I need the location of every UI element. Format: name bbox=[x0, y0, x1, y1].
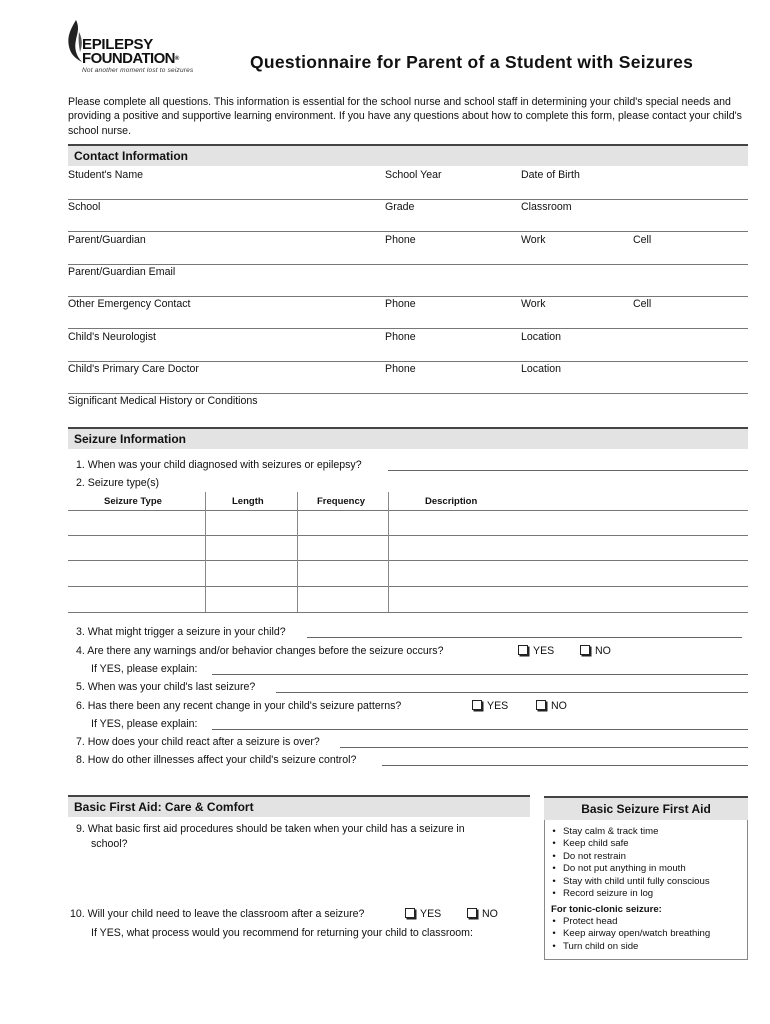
contact-field-label: Parent/Guardian Email bbox=[68, 266, 176, 278]
first-aid-item-text: Stay with child until fully conscious bbox=[563, 875, 710, 887]
first-aid-item bbox=[545, 863, 710, 875]
first-aid-item-text: Do not put anything in mouth bbox=[563, 863, 686, 875]
contact-field-label: Phone bbox=[385, 363, 416, 375]
contact-field-label: Date of Birth bbox=[521, 169, 580, 181]
contact-field-label: Location bbox=[521, 331, 562, 343]
q10-no-option[interactable]: NO bbox=[467, 908, 498, 921]
first-aid-item bbox=[545, 838, 710, 850]
first-aid-item-text: Do not restrain bbox=[563, 850, 626, 862]
first-aid-box-title: Basic Seizure First Aid bbox=[581, 802, 711, 816]
table-header-description: Description bbox=[425, 496, 478, 507]
question-5: 5. When was your child's last seizure? bbox=[76, 681, 256, 693]
q4-explain-field[interactable] bbox=[212, 664, 748, 675]
checkbox[interactable] bbox=[472, 700, 482, 710]
epilepsy-foundation-logo bbox=[66, 18, 216, 76]
care-section-title: Basic First Aid: Care & Comfort bbox=[74, 800, 254, 814]
first-aid-item-text: Turn child on side bbox=[563, 940, 639, 952]
bullet-icon: • bbox=[552, 940, 556, 952]
q10-yes-option[interactable]: YES bbox=[405, 908, 441, 921]
contact-field-line[interactable] bbox=[68, 328, 748, 329]
contact-field-label: Child's Primary Care Doctor bbox=[68, 363, 199, 375]
q6-no-option[interactable]: NO bbox=[536, 700, 567, 713]
table-row-rule[interactable] bbox=[68, 560, 748, 561]
contact-field-label: School bbox=[68, 201, 101, 213]
q6-yes-option[interactable]: YES bbox=[472, 700, 508, 713]
first-aid-item-text: Protect head bbox=[563, 916, 618, 927]
table-column-divider bbox=[205, 492, 206, 612]
answer-7-field[interactable] bbox=[340, 737, 748, 748]
contact-field-label: Phone bbox=[385, 234, 416, 246]
contact-field-line[interactable] bbox=[68, 231, 748, 232]
table-header-length: Length bbox=[232, 496, 264, 507]
question-9-cont: school? bbox=[91, 838, 128, 850]
question-6: 6. Has there been any recent change in your child's seizure patterns? bbox=[76, 700, 402, 712]
checkbox[interactable] bbox=[405, 908, 415, 918]
first-aid-item-text: Stay calm & track time bbox=[563, 826, 659, 837]
bullet-icon: • bbox=[552, 916, 556, 927]
contact-field-line[interactable] bbox=[68, 264, 748, 265]
contact-field-label: Work bbox=[521, 298, 546, 310]
contact-field-label: Work bbox=[521, 234, 546, 246]
table-row-rule[interactable] bbox=[68, 535, 748, 536]
q6-explain-field[interactable] bbox=[212, 719, 748, 730]
contact-field-label: Student's Name bbox=[68, 169, 144, 181]
first-aid-item bbox=[545, 876, 710, 888]
answer-8-field[interactable] bbox=[382, 755, 748, 766]
checkbox[interactable] bbox=[518, 645, 528, 655]
q10-explain-label: If YES, what process would you recommend for returning your child to classroom: bbox=[91, 927, 473, 939]
contact-field-label: Significant Medical History or Conditions bbox=[68, 395, 258, 407]
seizure-section-header bbox=[68, 427, 748, 449]
contact-field-line[interactable] bbox=[68, 199, 748, 200]
answer-1-field[interactable] bbox=[388, 460, 748, 471]
table-column-divider bbox=[388, 492, 389, 612]
table-row-rule[interactable] bbox=[68, 586, 748, 587]
question-7: 7. How does your child react after a seizure is over? bbox=[76, 736, 320, 748]
table-column-divider bbox=[297, 492, 298, 612]
first-aid-item-text: Record seizure in log bbox=[563, 888, 654, 900]
contact-field-label: Parent/Guardian bbox=[68, 234, 146, 246]
intro-paragraph: Please complete all questions. This information is essential for the school nurse and school staff in determining your child's special needs and providing a positive and supportive learning environment. If you have any questions about how to complete this form, please contact your child's school nurse. bbox=[68, 96, 742, 137]
contact-section-header bbox=[68, 144, 748, 166]
q6-explain-label: If YES, please explain: bbox=[91, 718, 198, 730]
first-aid-item bbox=[545, 851, 710, 863]
contact-field-line[interactable] bbox=[68, 296, 748, 297]
contact-field-label: Phone bbox=[385, 298, 416, 310]
question-9: 9. What basic first aid procedures should be taken when your child has a seizure in bbox=[76, 823, 465, 835]
bullet-icon: • bbox=[552, 863, 556, 875]
logo-line-2: FOUNDATION® bbox=[82, 50, 179, 67]
contact-field-label: Grade bbox=[385, 201, 415, 213]
question-8: 8. How do other illnesses affect your child's seizure control? bbox=[76, 754, 357, 766]
first-aid-list bbox=[545, 826, 710, 900]
question-3: 3. What might trigger a seizure in your child? bbox=[76, 626, 286, 638]
q4-yes-option[interactable]: YES bbox=[518, 645, 554, 658]
page-title: Questionnaire for Parent of a Student with Seizures bbox=[250, 52, 694, 72]
bullet-icon: • bbox=[552, 928, 556, 940]
logo-line-1: EPILEPSY bbox=[82, 36, 153, 53]
contact-field-line[interactable] bbox=[68, 361, 748, 362]
contact-field-label: Cell bbox=[633, 234, 652, 246]
question-2: 2. Seizure type(s) bbox=[76, 477, 160, 489]
checkbox[interactable] bbox=[536, 700, 546, 710]
logo-tagline: Not another moment lost to seizures bbox=[82, 67, 194, 74]
question-4: 4. Are there any warnings and/or behavior changes before the seizure occurs? bbox=[76, 645, 444, 657]
q4-no-option[interactable]: NO bbox=[580, 645, 611, 658]
first-aid-item-text: Keep child safe bbox=[563, 838, 629, 850]
first-aid-box bbox=[544, 820, 748, 960]
first-aid-item bbox=[545, 916, 710, 928]
answer-3-field[interactable] bbox=[307, 627, 742, 638]
table-header-frequency: Frequency bbox=[317, 496, 366, 507]
first-aid-box-header bbox=[544, 796, 748, 820]
tonic-clonic-list bbox=[545, 916, 710, 953]
bullet-icon: • bbox=[552, 838, 556, 850]
contact-field-label: Child's Neurologist bbox=[68, 331, 156, 343]
checkbox[interactable] bbox=[467, 908, 477, 918]
checkbox[interactable] bbox=[580, 645, 590, 655]
q4-explain-label: If YES, please explain: bbox=[91, 663, 198, 675]
first-aid-item bbox=[545, 888, 710, 900]
first-aid-item bbox=[545, 928, 710, 940]
tonic-clonic-heading: For tonic-clonic seizure: bbox=[551, 904, 662, 915]
contact-field-line[interactable] bbox=[68, 393, 748, 394]
first-aid-item-text: Keep airway open/watch breathing bbox=[563, 928, 711, 940]
bullet-icon: • bbox=[552, 888, 556, 900]
contact-field-label: Location bbox=[521, 363, 562, 375]
contact-field-label: Classroom bbox=[521, 201, 572, 213]
contact-field-label: Cell bbox=[633, 298, 652, 310]
bullet-icon: • bbox=[552, 875, 556, 887]
table-header-rule bbox=[68, 510, 748, 511]
contact-field-label: School Year bbox=[385, 169, 442, 181]
first-aid-item bbox=[545, 826, 710, 838]
question-10: 10. Will your child need to leave the classroom after a seizure? bbox=[70, 908, 365, 920]
contact-section-title: Contact Information bbox=[74, 149, 188, 163]
table-header-seizure-type: Seizure Type bbox=[104, 496, 162, 507]
contact-field-label: Other Emergency Contact bbox=[68, 298, 191, 310]
first-aid-item bbox=[545, 941, 710, 953]
question-1: 1. When was your child diagnosed with seizures or epilepsy? bbox=[76, 459, 362, 471]
seizure-section-title: Seizure Information bbox=[74, 432, 187, 446]
bullet-icon: • bbox=[552, 826, 556, 837]
contact-field-label: Phone bbox=[385, 331, 416, 343]
answer-5-field[interactable] bbox=[276, 682, 748, 693]
care-section-header bbox=[68, 795, 530, 817]
bullet-icon: • bbox=[552, 850, 556, 862]
table-row-rule[interactable] bbox=[68, 612, 748, 613]
